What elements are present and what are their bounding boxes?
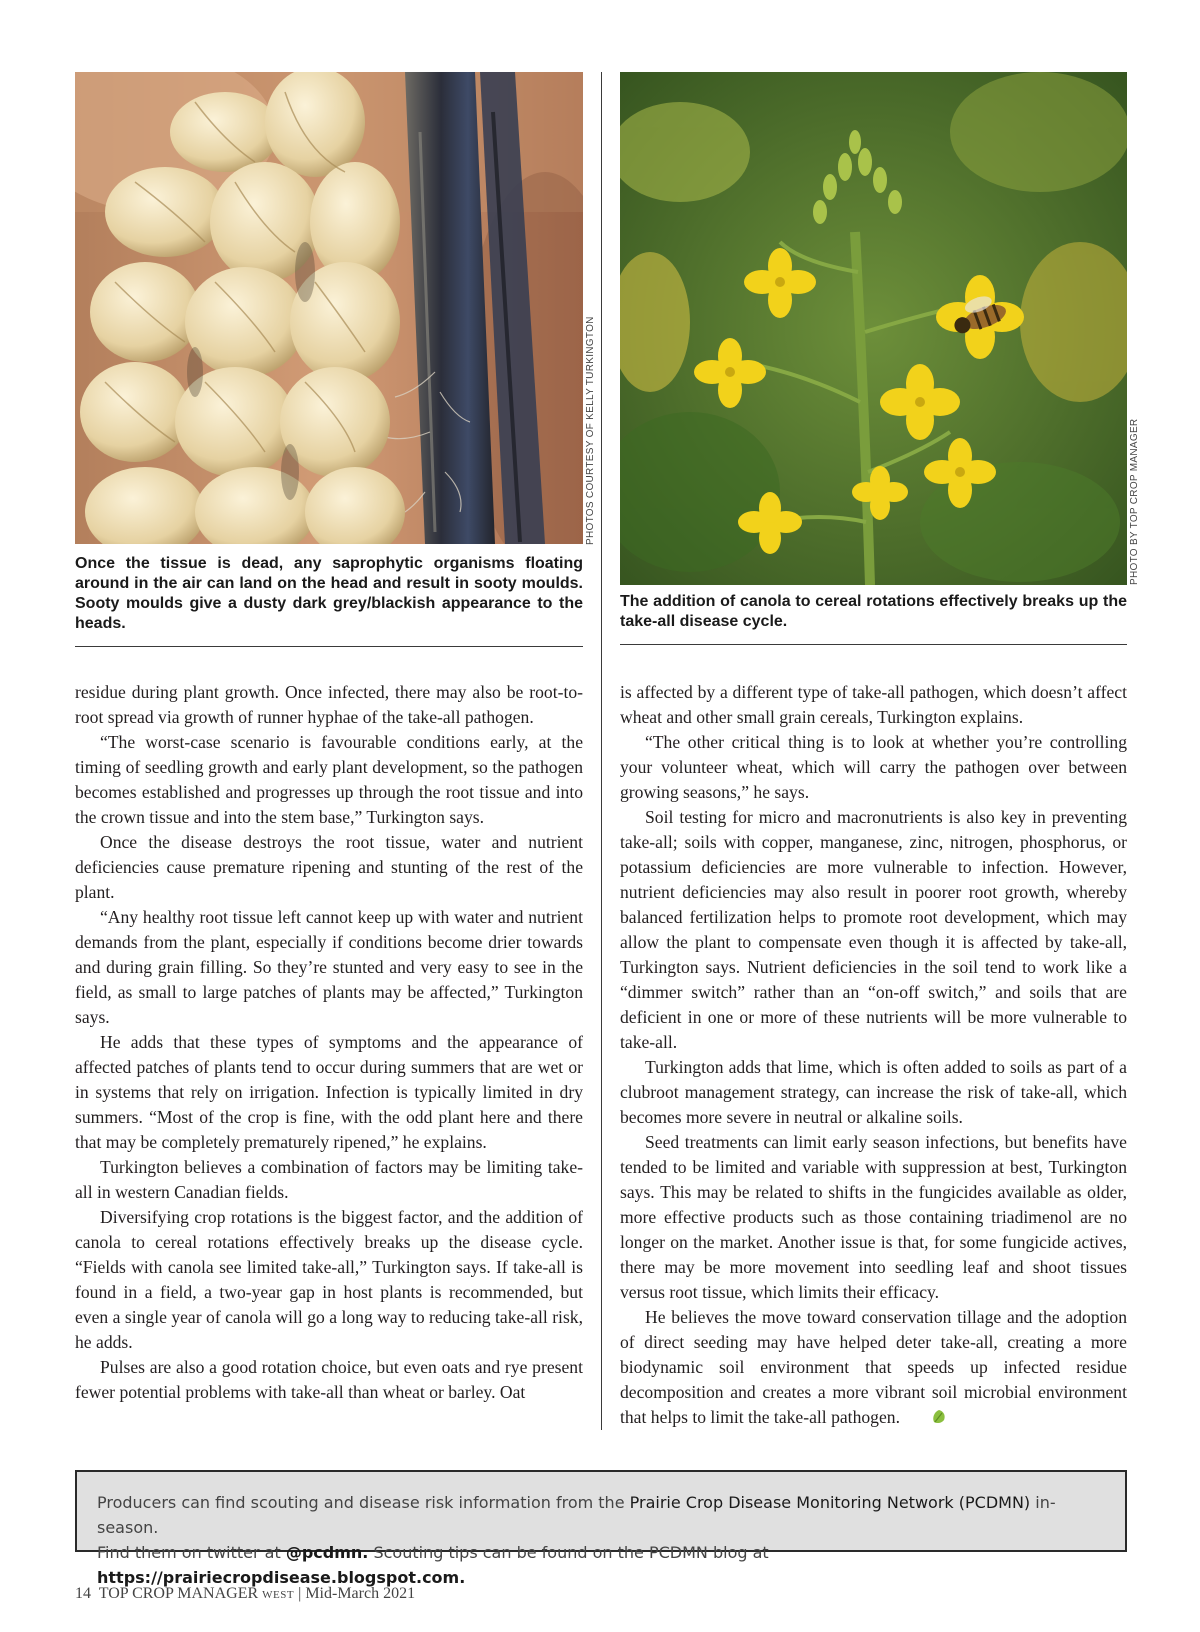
- column-divider: [601, 72, 602, 1430]
- paragraph: is affected by a different type of take-all pathogen, which doesn’t affect wheat and other small grain cereals, Turkington explains.: [620, 682, 1127, 727]
- paragraph-text: He believes the move toward conservation tillage and the adoption of direct seeding may have helped deter take-all, creating a more biodynamic soil environment that speeds up infected residue decomposition and creates a more vibrant soil microbial environment that helps to limit the take-all pathogen.: [620, 1307, 1127, 1427]
- paragraph: “The worst-case scenario is favourable conditions early, at the timing of seedling growth and early plant development, so the pathogen becomes established and progresses up through the root tissue and into the crown tissue and into the stem base,” Turkington says.: [75, 732, 583, 827]
- info-text: Producers can find scouting and disease risk information from the: [97, 1493, 630, 1512]
- blog-url: https://prairiecropdisease.blogspot.com.: [97, 1568, 466, 1587]
- edition-label: WEST: [262, 1589, 295, 1601]
- page-number: 14: [75, 1585, 91, 1602]
- info-line-2: [97, 1540, 1105, 1590]
- footer-separator: |: [298, 1585, 302, 1602]
- page-footer: [75, 1585, 415, 1603]
- info-text: Find them on twitter at: [97, 1543, 286, 1562]
- paragraph: Seed treatments can limit early season infections, but benefits have tended to be limited and variable with suppression at best, Turkington says. This may be related to shifts in the fungicides available as older, more effective products such as those containing triadimenol are no longer on the market. Another issue is that, for some fungicide actives, there may be more movement into seedling leaf and shoot tissues versus root tissue, which limits their efficacy.: [620, 1132, 1127, 1302]
- twitter-handle: @pcdmn.: [285, 1543, 369, 1562]
- paragraph: He adds that these types of symptoms and the appearance of affected patches of plants tend to occur during summers that are wet or in systems that rely on irrigation. Infection is typically limited in dry summers. “Most of the crop is fine, with the odd plant here and there that may be completely prematurely ripened,” he explains.: [75, 1032, 583, 1152]
- paragraph: Diversifying crop rotations is the biggest factor, and the addition of canola to cereal rotations effectively breaks up the disease cycle. “Fields with canola see limited take-all,” Turkington says. If take-all is found in a field, a two-year gap in host plants is recommended, but even a single year of canola will go a long way to reducing take-all risk, he adds.: [75, 1207, 583, 1352]
- leaf-icon: [906, 1407, 922, 1423]
- paragraph: “Any healthy root tissue left cannot keep up with water and nutrient demands from the plant, especially if conditions become drier towards and during grain filling. So they’re stunted and very easy to see in the field, as small to large patches of plants may be affected,” Turkington says.: [75, 907, 583, 1027]
- photo-credit-right: PHOTO BY TOP CROP MANAGER: [1129, 418, 1140, 585]
- paragraph: Soil testing for micro and macronutrients is also key in preventing take-all; soils with copper, manganese, zinc, nitrogen, phosphorus, or potassium deficiencies are more vulnerable to infection. However, nutrient deficiencies may also result in poorer root growth, whereby balanced fertilization helps to promote root development, which may allow the plant to compensate even though it is affected by take-all, Turkington says. Nutrient deficiencies in the soil tend to work like a “dimmer switch” rather than an “on-off switch,” and soils that are deficient in one or more of these nutrients will be more vulnerable to take-all.: [620, 807, 1127, 1052]
- photo-caption-right: The addition of canola to cereal rotations effectively breaks up the take-all disease cycle.: [620, 592, 1127, 645]
- info-line-1: [97, 1490, 1105, 1540]
- issue-date: Mid-March 2021: [305, 1585, 416, 1602]
- paragraph: Pulses are also a good rotation choice, but even oats and rye present fewer potential problems with take-all than wheat or barley. Oat: [75, 1357, 583, 1402]
- photo-caption-left: Once the tissue is dead, any saprophytic organisms floating around in the air can land on the head and result in sooty moulds. Sooty moulds give a dusty dark grey/blackish appearance to the heads.: [75, 554, 583, 647]
- paragraph: “The other critical thing is to look at whether you’re controlling your volunteer wheat, which will carry the pathogen over between growing seasons,” he says.: [620, 732, 1127, 802]
- article-column-left: [75, 680, 583, 1405]
- info-text: Scouting tips can be found on the PCDMN blog at: [368, 1543, 769, 1562]
- article-column-right: [620, 680, 1127, 1430]
- paragraph: residue during plant growth. Once infected, there may also be root-to-root spread via growth of runner hyphae of the take-all pathogen.: [75, 682, 583, 727]
- paragraph: Turkington believes a combination of factors may be limiting take-all in western Canadian fields.: [75, 1157, 583, 1202]
- canola-flower-photo: [620, 72, 1127, 585]
- info-box: [75, 1470, 1127, 1587]
- paragraph: Turkington adds that lime, which is often added to soils as part of a clubroot management strategy, can increase the risk of take-all, which becomes more severe in neutral or alkaline soils.: [620, 1057, 1127, 1127]
- pcdmn-name: Prairie Crop Disease Monitoring Network (PCDMN): [629, 1493, 1031, 1512]
- photo-credit-left: PHOTOS COURTESY OF KELLY TURKINGTON: [585, 316, 596, 545]
- wheat-sooty-mould-photo: [75, 72, 583, 544]
- magazine-name: TOP CROP MANAGER: [98, 1585, 259, 1602]
- paragraph: [620, 1305, 1127, 1430]
- info-text: in-season.: [97, 1493, 1056, 1537]
- paragraph: Once the disease destroys the root tissue, water and nutrient deficiencies cause premature ripening and stunting of the rest of the plant.: [75, 832, 583, 902]
